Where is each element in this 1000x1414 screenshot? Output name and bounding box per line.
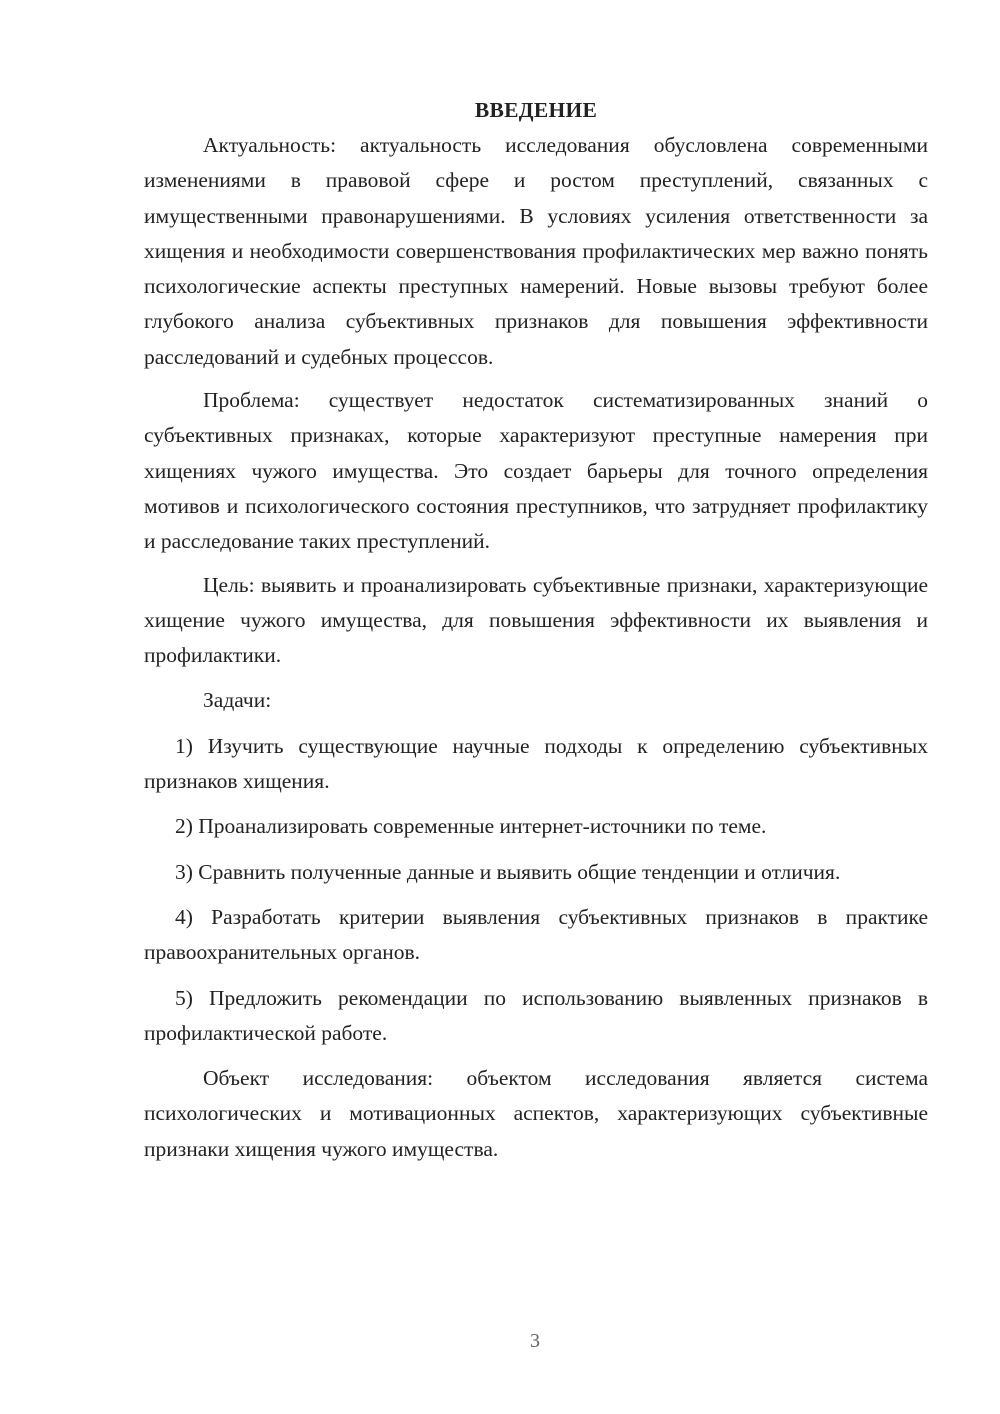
task-item: 3) Сравнить полученные данные и выявить общие тенденции и отличия.: [175, 859, 841, 884]
goal-paragraph: Цель: выявить и проанализировать субъективные признаки, характеризующие хищение чужого имущества, для повышения эффективности их выявления и профилактики.: [144, 572, 928, 668]
page-number: 3: [530, 1330, 540, 1352]
task-item: 1) Изучить существующие научные подходы к определению субъективных признаков хищения.: [144, 733, 928, 794]
tasks-heading: Задачи:: [203, 688, 272, 713]
task-item: 4) Разработать критерии выявления субъективных признаков в практике правоохранительных органов.: [144, 904, 928, 965]
document-page: [144, 92, 928, 1167]
problem-paragraph: Проблема: существует недостаток систематизированных знаний о субъективных признаках, которые характеризуют преступные намерения при хищениях чужого имущества. Это создает барьеры для точного определения мотивов и психологического состояния преступников, что затрудняет профилактику и расследование таких преступлений.: [144, 388, 928, 554]
task-item: 5) Предложить рекомендации по использованию выявленных признаков в профилактической работе.: [144, 985, 928, 1045]
relevance-paragraph: Актуальность: актуальность исследования обусловлена современными изменениями в правовой сфере и ростом преступлений, связанных с имущественными правонарушениями. В условиях усиления ответственности за хищения и необходимости совершенствования профилактических мер важно понять психологические аспекты преступных намерений. Новые вызовы требуют более глубокого анализа субъективных признаков для повышения эффективности расследований и судебных процессов.: [144, 133, 928, 369]
task-item: 2) Проанализировать современные интернет-источники по теме.: [175, 814, 767, 839]
tasks-list: [144, 729, 928, 1051]
section-title: ВВЕДЕНИЕ: [474, 98, 598, 122]
object-paragraph: Объект исследования: объектом исследования является система психологических и мотивационных аспектов, характеризующих субъективные признаки хищения чужого имущества.: [144, 1066, 928, 1161]
